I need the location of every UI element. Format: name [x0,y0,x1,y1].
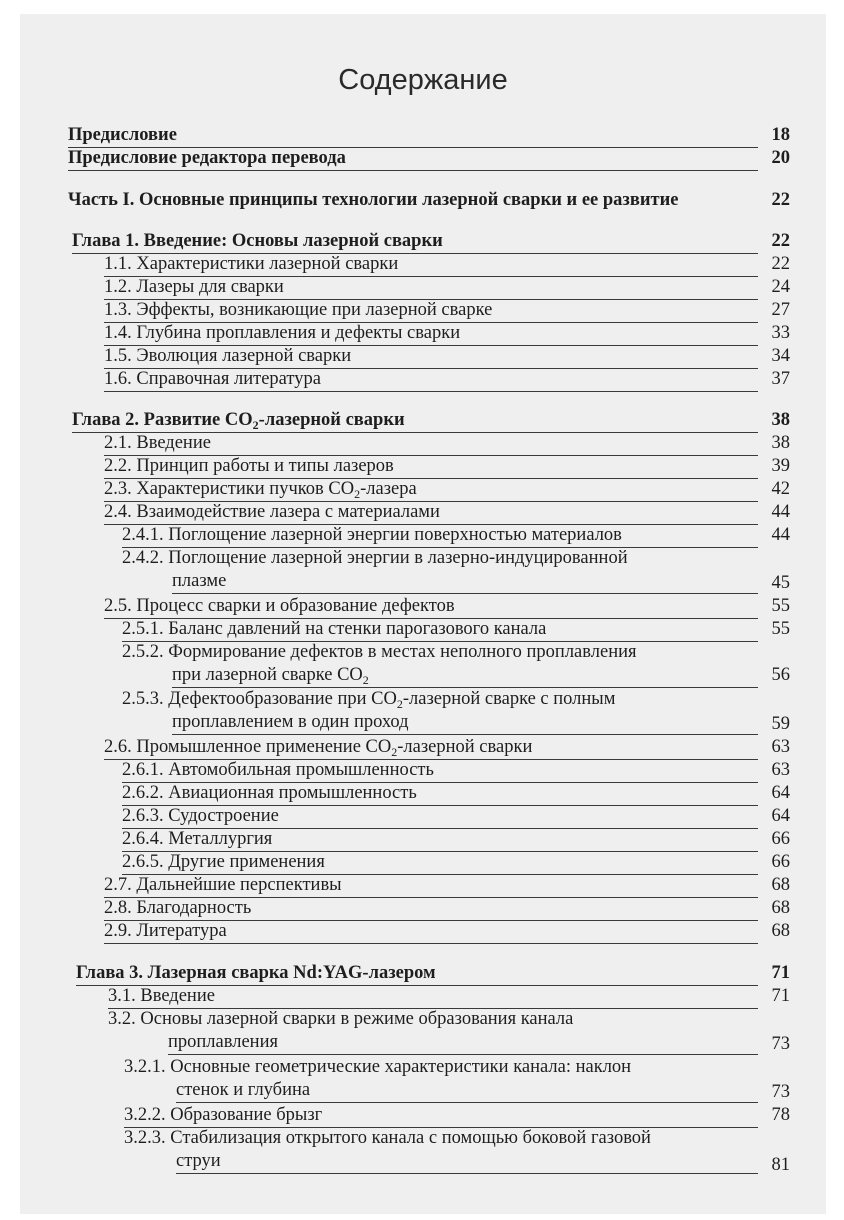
toc-entry-title: 2.8. Благодарность [104,898,252,918]
toc-entry-title-cont: стенок и глубина [176,1080,311,1100]
toc-page-number: 64 [771,783,790,803]
toc-entry[interactable] [124,1104,322,1126]
toc-entry[interactable] [122,688,615,710]
toc-entry-title: 2.2. Принцип работы и типы лазеров [104,456,394,476]
toc-entry[interactable] [104,897,251,919]
toc-entry[interactable] [104,595,455,617]
toc-page-number: 56 [771,665,790,685]
toc-page-number: 18 [771,125,790,145]
toc-page-number: 55 [771,619,790,639]
toc-entry-continuation [172,664,369,686]
toc-page-number: 81 [771,1155,790,1175]
toc-page-number: 71 [771,963,790,983]
toc-entry[interactable] [122,547,628,569]
toc-entry-title: 2.6.4. Металлургия [122,829,273,849]
toc-entry-title [72,409,405,431]
toc-entry[interactable] [122,782,417,804]
toc-entry-title: 1.4. Глубина проплавления и дефекты сварки [104,323,461,343]
toc-entry-title: Предисловие [68,125,177,145]
toc-entry-title-cont: струи [176,1151,221,1171]
toc-entry-continuation [172,570,226,592]
toc-entry-title: Глава 3. Лазерная сварка Nd:YAG-лазером [76,963,436,983]
table-of-contents [20,14,826,1214]
toc-entry-title-cont: проплавления [168,1032,278,1052]
toc-entry-title: 1.2. Лазеры для сварки [104,277,284,297]
toc-entry-title: 3.2.3. Стабилизация открытого канала с помощью боковой газовой [124,1128,651,1148]
toc-entry[interactable] [104,501,440,523]
toc-entry[interactable] [104,736,532,758]
toc-page-number: 33 [771,323,790,343]
toc-entry[interactable] [104,276,284,298]
toc-page-number: 71 [771,986,790,1006]
toc-page-number: 45 [771,573,790,593]
toc-entry-title: 2.6.5. Другие применения [122,852,325,872]
toc-entry[interactable] [68,147,346,169]
toc-entry-continuation [176,1079,310,1101]
toc-entry[interactable] [122,524,622,546]
toc-entry-title: 2.6. Промышленное применение $CO_2$-лазерной сварки [104,737,533,759]
toc-page-number: 55 [771,596,790,616]
toc-page-number: 63 [771,760,790,780]
toc-page-number: 22 [771,254,790,274]
book-page [20,14,826,1214]
toc-entry-title: 1.3. Эффекты, возникающие при лазерной сварке [104,300,493,320]
toc-entry[interactable] [68,189,678,211]
toc-entry[interactable] [76,962,436,984]
toc-entry-title: 2.6.3. Судостроение [122,806,279,826]
page-title: Содержание [338,64,508,96]
toc-entry[interactable] [104,455,394,477]
toc-entry[interactable] [122,828,272,850]
toc-entry[interactable] [104,253,398,275]
toc-entry-title: 2.4. Взаимодействие лазера с материалами [104,502,440,522]
toc-entry-title: 3.2.2. Образование брызг [124,1105,323,1125]
toc-page-number: 73 [771,1082,790,1102]
toc-page-number: 59 [771,714,790,734]
toc-entry-title: 2.5.1. Баланс давлений на стенки парогазового канала [122,619,547,639]
toc-entry[interactable] [124,1056,631,1078]
toc-entry-title: Глава 1. Введение: Основы лазерной сварки [72,231,443,251]
toc-page-number: 37 [771,369,790,389]
toc-entry[interactable] [122,851,325,873]
toc-entry[interactable] [104,368,321,390]
toc-page-number: 44 [771,502,790,522]
toc-entry[interactable] [124,1127,651,1149]
toc-entry-title: 2.5.2. Формирование дефектов в местах неполного проплавления [122,642,637,662]
toc-entry-title-cont: проплавлением в один проход [172,712,409,732]
toc-entry-title: 2.1. Введение [104,433,211,453]
toc-page-number: 22 [771,190,790,210]
toc-page-number: 27 [771,300,790,320]
toc-entry-title-cont: при лазерной сварке $CO_2$ [172,665,369,687]
toc-page-number: 66 [771,852,790,872]
toc-entry[interactable] [122,641,637,663]
toc-entry[interactable] [104,432,211,454]
toc-page-number: 34 [771,346,790,366]
toc-page-number: 66 [771,829,790,849]
toc-entry[interactable] [108,985,215,1007]
toc-entry[interactable] [108,1008,573,1030]
toc-entry-title: 2.7. Дальнейшие перспективы [104,875,342,895]
toc-page-number: 63 [771,737,790,757]
toc-title-part: Глава 2. Развитие $CO_2$-лазерной сварки [72,410,405,432]
toc-entry-title: 2.4.1. Поглощение лазерной энергии поверхностью материалов [122,525,622,545]
toc-entry-title: 1.1. Характеристики лазерной сварки [104,254,399,274]
toc-entry[interactable] [104,345,351,367]
toc-entry[interactable] [122,805,279,827]
toc-entry-title: 2.3. Характеристики пучков $CO_2$-лазера [104,479,417,501]
toc-entry[interactable] [122,759,434,781]
toc-entry-title: 1.6. Справочная литература [104,369,321,389]
toc-entry[interactable] [104,299,492,321]
toc-entry-title: 2.5. Процесс сварки и образование дефектов [104,596,455,616]
toc-page-number: 38 [771,410,790,430]
toc-entry-title: 1.5. Эволюция лазерной сварки [104,346,352,366]
toc-page-number: 78 [771,1105,790,1125]
toc-page-number: 39 [771,456,790,476]
toc-entry-continuation [176,1150,221,1172]
toc-entry-title: 2.5.3. Дефектообразование при $CO_2$-лазерной сварке с полным [122,689,616,711]
toc-page-number: 68 [771,898,790,918]
toc-entry[interactable] [122,618,546,640]
toc-entry-title: 2.6.2. Авиационная промышленность [122,783,417,803]
toc-page-number: 42 [771,479,790,499]
toc-entry[interactable] [104,322,460,344]
toc-entry[interactable] [72,409,405,431]
toc-entry[interactable] [104,874,342,896]
toc-entry-title: 2.9. Литература [104,921,227,941]
toc-entry-continuation [172,711,409,733]
toc-entry-continuation [168,1031,278,1053]
toc-page-number: 68 [771,875,790,895]
toc-entry-title: 2.6.1. Автомобильная промышленность [122,760,434,780]
toc-page-number: 22 [771,231,790,251]
toc-page-number: 68 [771,921,790,941]
toc-page-number: 44 [771,525,790,545]
toc-entry-title: Предисловие редактора перевода [68,148,346,168]
toc-page-number: 73 [771,1034,790,1054]
toc-page-number: 24 [771,277,790,297]
toc-entry[interactable] [104,920,227,942]
toc-entry-title: 3.2.1. Основные геометрические характеристики канала: наклон [124,1057,632,1077]
toc-entry[interactable] [104,478,417,500]
toc-entry[interactable] [68,124,177,146]
toc-entry-title: 3.1. Введение [108,986,215,1006]
toc-entry-title: 2.4.2. Поглощение лазерной энергии в лазерно-индуцированной [122,548,628,568]
toc-page-number: 20 [771,148,790,168]
toc-page-number: 38 [771,433,790,453]
toc-entry-title: 3.2. Основы лазерной сварки в режиме образования канала [108,1009,574,1029]
toc-entry-title: Часть I. Основные принципы технологии лазерной сварки и ее развитие [68,190,679,210]
toc-entry-title-cont: плазме [172,571,227,591]
toc-entry[interactable] [72,230,443,252]
toc-page-number: 64 [771,806,790,826]
